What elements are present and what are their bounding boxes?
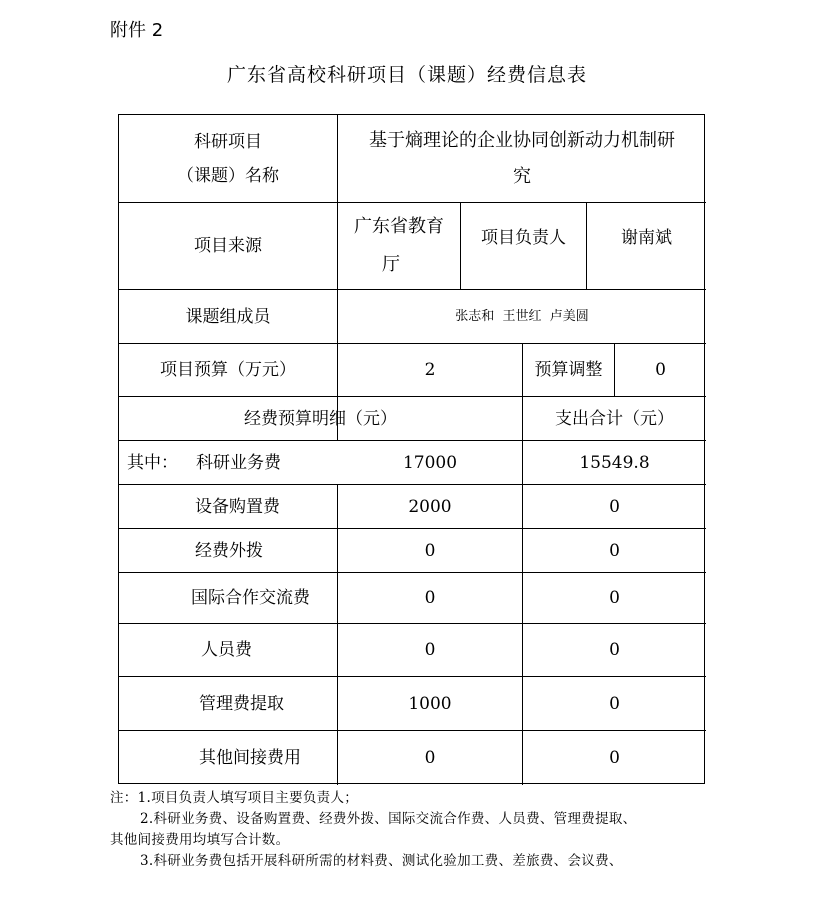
members-label: 课题组成员 [185,306,271,327]
source-value [338,203,460,289]
project-name-label [119,115,337,202]
budget-adjust-value: 0 [655,360,666,380]
row-spent: 15549.8 [579,452,650,473]
row-spent: 0 [609,747,620,768]
row-budget: 2000 [408,496,452,517]
attachment-label: 附件 2 [110,20,164,41]
row-spent: 0 [609,588,620,608]
table-row-label [127,441,337,484]
spent-header: 支出合计（元） [555,408,674,429]
row-budget: 0 [424,540,436,561]
source-value-line2: 厅 [382,254,400,275]
row-spent: 0 [609,640,620,660]
funding-table [118,114,705,784]
table-row-label: 国际合作交流费 [191,588,310,608]
footnote-line: 2.科研业务费、设备购置费、经费外拨、国际交流合作费、人员费、管理费提取、 [140,811,637,827]
project-name-label-line2: （课题）名称 [177,165,279,186]
row-budget: 1000 [408,693,452,714]
row-budget: 0 [424,747,436,768]
project-name-value-line2: 究 [513,165,531,187]
budget-label: 项目预算（万元） [160,360,296,380]
detail-header: 经费预算明细（元） [244,408,397,429]
row-label: 科研业务费 [196,452,281,473]
footnote-line: 其他间接费用均填写合计数。 [110,832,290,848]
row-budget: 17000 [402,452,458,473]
project-name-value-line1: 基于熵理论的企业协同创新动力机制研 [369,129,675,151]
project-name-value [338,115,706,202]
row-budget: 0 [424,588,436,608]
source-value-line1: 广东省教育 [354,216,444,237]
row-prefix: 其中： [127,452,178,473]
footnotes [110,788,730,872]
source-label: 项目来源 [194,236,262,256]
footnote-line: 注：1.项目负责人填写项目主要负责人； [110,790,359,806]
budget-adjust-label: 预算调整 [534,360,603,380]
row-spent: 0 [609,540,620,561]
members-value: 张志和 王世红 卢美圆 [455,308,589,324]
footnote-line: 3.科研业务费包括开展科研所需的材料费、测试化验加工费、差旅费、会议费、 [140,853,623,869]
table-row-label: 设备购置费 [195,496,280,517]
table-row-label: 其他间接费用 [199,747,301,768]
page-title: 广东省高校科研项目（课题）经费信息表 [226,64,587,86]
leader-value: 谢南斌 [621,228,672,248]
budget-value: 2 [424,360,436,380]
row-spent: 0 [609,496,620,517]
table-row-label: 经费外拨 [195,540,263,561]
table-row-label: 人员费 [201,640,252,660]
row-spent: 0 [609,693,620,714]
row-budget: 0 [424,640,436,660]
leader-label: 项目负责人 [481,228,566,248]
table-row-label: 管理费提取 [199,693,284,714]
project-name-label-line1: 科研项目 [194,131,262,152]
